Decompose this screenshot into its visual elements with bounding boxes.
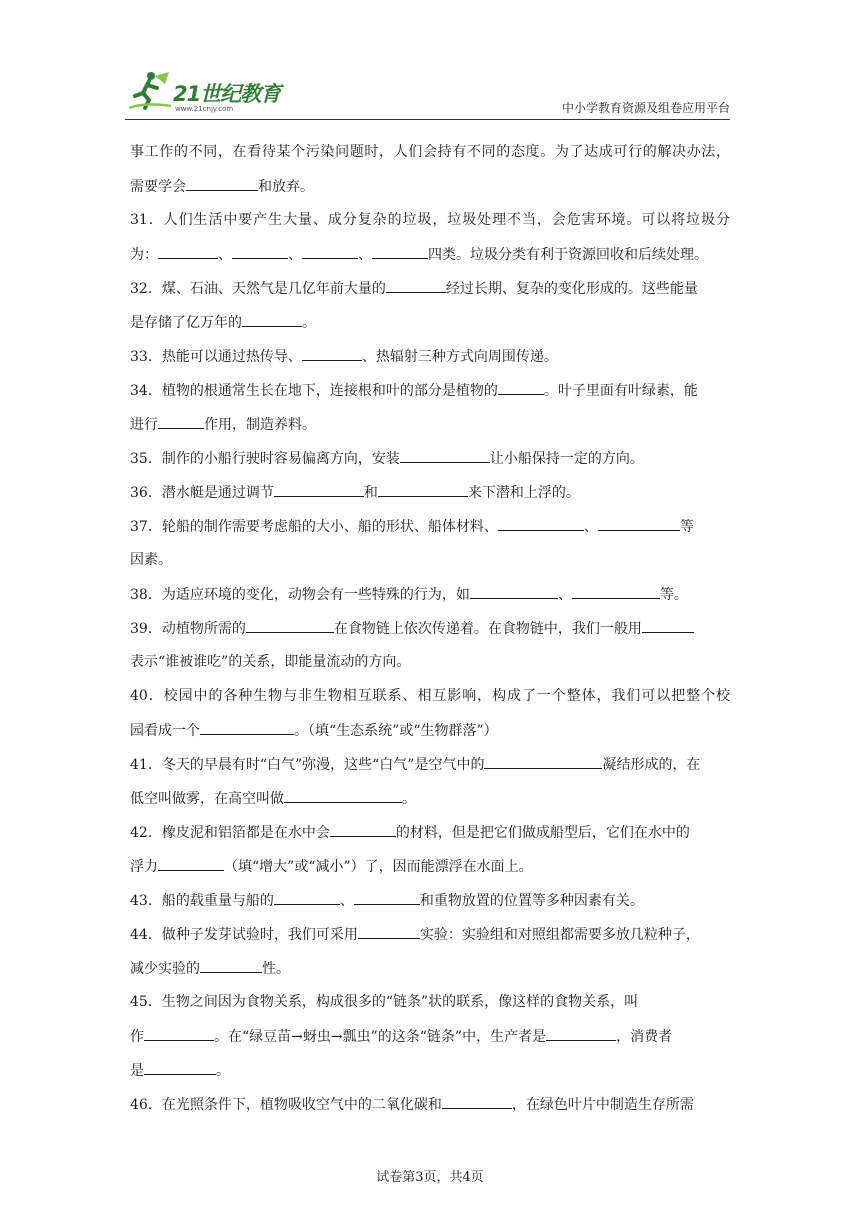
page-header [125,66,730,116]
answer-blank[interactable] [144,1024,214,1041]
answer-blank[interactable] [572,582,660,599]
answer-blank[interactable] [200,718,294,735]
site-logo [125,66,295,116]
answer-blank[interactable] [386,276,446,293]
q42-line2: 浮力 （填“增大”或“减小”）了，因而能漂浮在水面上。 [130,854,730,888]
q44-line1: 44．做种子发芽试验时，我们可采用 实验：实验组和对照组都需要多放几粒种子， [130,922,730,956]
answer-blank[interactable] [302,344,362,361]
answer-blank[interactable] [598,514,680,531]
q31-line2: 为： 、 、 、 四类。垃圾分类有利于资源回收和后续处理。 [130,242,730,276]
answer-blank[interactable] [372,242,428,259]
q36-line: 36．潜水艇是通过调节 和 来下潜和上浮的。 [130,480,730,514]
answer-blank[interactable] [158,412,204,429]
answer-blank[interactable] [302,242,358,259]
header-divider [125,119,730,120]
logo-url: www.21cnjy.com [175,105,234,113]
answer-blank[interactable] [246,616,334,633]
q39-line1: 39．动植物所需的 在食物链上依次传递着。在食物链中，我们一般用 [130,616,730,650]
answer-blank[interactable] [498,514,584,531]
page-number: 试卷第3页，共4页 [376,1170,484,1185]
answer-blank[interactable] [158,242,218,259]
answer-blank[interactable] [158,854,224,871]
q41-line2: 低空叫做雾，在高空叫做 。 [130,786,730,820]
q41-line1: 41．冬天的早晨有时“白气”弥漫，这些“白气”是空气中的 凝结形成的，在 [130,752,730,786]
logo-text: 21世纪教育 [173,82,281,106]
q39-line2: 表示“谁被谁吃”的关系，即能量流动的方向。 [130,654,411,670]
q37-line1: 37．轮船的制作需要考虑船的大小、船的形状、船体材料、 、 等 [130,514,730,548]
q44-line2: 减少实验的 性。 [130,956,730,990]
q33-line: 33．热能可以通过热传导、 、热辐射三种方式向周围传递。 [130,344,730,378]
answer-blank[interactable] [484,752,602,769]
answer-blank[interactable] [200,956,262,973]
answer-blank[interactable] [330,820,396,837]
q34-line1: 34．植物的根通常生长在地下，连接根和叶的部分是植物的 。叶子里面有叶绿素，能 [130,378,730,412]
q43-line: 43．船的载重量与船的 、 和重物放置的位置等多种因素有关。 [130,888,730,922]
q38-line: 38．为适应环境的变化，动物会有一些特殊的行为，如 、 等。 [130,582,730,616]
q30-line1: 事工作的不同，在看待某个污染问题时，人们会持有不同的态度。为了达成可行的解决办法， [130,144,730,160]
answer-blank[interactable] [498,378,544,395]
answer-blank[interactable] [186,174,258,191]
q32-line2: 是存储了亿万年的 。 [130,310,730,344]
q42-line1: 42．橡皮泥和铝箔都是在水中会 的材料，但是把它们做成船型后，它们在水中的 [130,820,730,854]
answer-blank[interactable] [242,310,302,327]
answer-blank[interactable] [378,480,468,497]
answer-blank[interactable] [274,480,364,497]
q34-line2: 进行 作用，制造养料。 [130,412,730,446]
q37-line2: 因素。 [130,552,172,568]
q45-line1: 45．生物之间因为食物关系，构成很多的“链条”状的联系，像这样的食物关系，叫 [130,994,639,1010]
platform-name: 中小学教育资源及组卷应用平台 [561,101,730,115]
answer-blank[interactable] [642,616,694,633]
answer-blank[interactable] [470,582,558,599]
q35-line: 35．制作的小船行驶时容易偏离方向，安装 让小船保持一定的方向。 [130,446,730,480]
answer-blank[interactable] [284,786,402,803]
answer-blank[interactable] [358,922,420,939]
q40-line2: 园看成一个 。（填“生态系统”或“生物群落”） [130,718,730,752]
q45-line2: 作 。在“绿豆苗→蚜虫→瓢虫”的这条“链条”中，生产者是 ，消费者 [130,1024,730,1058]
answer-blank[interactable] [354,888,420,905]
answer-blank[interactable] [442,1092,512,1109]
question-list [130,140,730,1126]
q46-line1: 46．在光照条件下，植物吸收空气中的二氧化碳和 ，在绿色叶片中制造生存所需 [130,1092,730,1126]
q45-line3: 是 。 [130,1058,730,1092]
q31-line1: 31．人们生活中要产生大量、成分复杂的垃圾，垃圾处理不当，会危害环境。可以将垃圾分 [130,212,730,228]
answer-blank[interactable] [400,446,490,463]
answer-blank[interactable] [232,242,288,259]
q32-line1: 32．煤、石油、天然气是几亿年前大量的 经过长期、复杂的变化形成的。这些能量 [130,276,730,310]
answer-blank[interactable] [546,1024,616,1041]
q40-line1: 40．校园中的各种生物与非生物相互联系、相互影响，构成了一个整体，我们可以把整个校 [130,688,730,704]
q30-line2: 需要学会 和放弃。 [130,174,730,208]
answer-blank[interactable] [144,1058,216,1075]
runner-logo-icon [125,66,175,114]
answer-blank[interactable] [274,888,340,905]
